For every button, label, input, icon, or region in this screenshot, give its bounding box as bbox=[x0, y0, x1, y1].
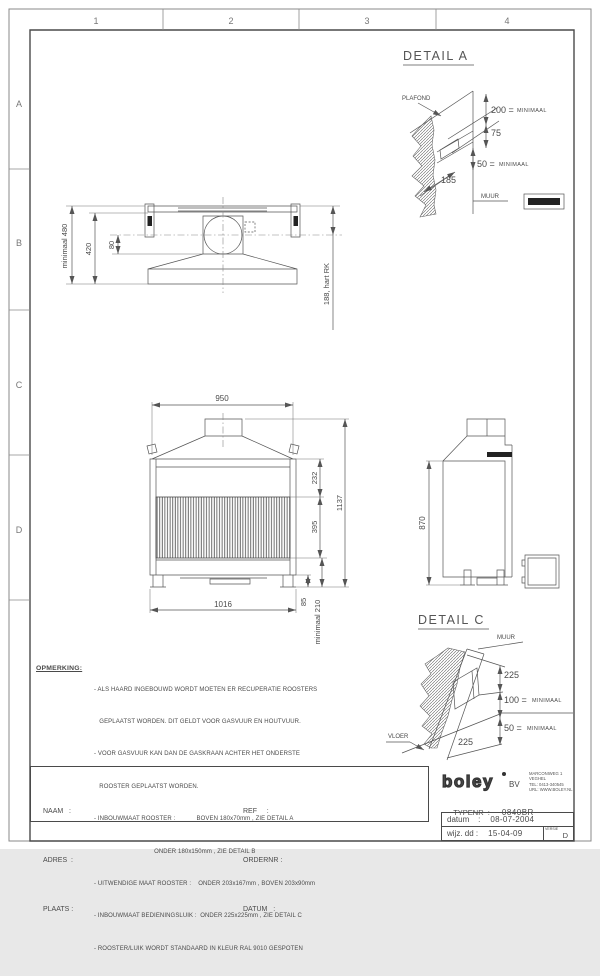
dim-100: 100 = bbox=[504, 695, 527, 705]
detail-c-title: DETAIL C bbox=[418, 613, 485, 627]
damper-bar bbox=[487, 452, 512, 457]
vloer-label: VLOER bbox=[388, 734, 409, 740]
dim-395: 395 bbox=[310, 520, 319, 534]
remark-line: - INBOUWMAAT ROOSTER : BOVEN 180x70mm , ZIE DETAIL A bbox=[94, 816, 294, 823]
grid-row-label: B bbox=[15, 238, 23, 248]
registered-mark-icon bbox=[502, 772, 506, 776]
titleblock-right-column bbox=[243, 772, 282, 950]
dim-200: 200 = bbox=[491, 105, 514, 115]
naam-label: NAAM : bbox=[43, 808, 72, 816]
dim-420: 420 bbox=[84, 242, 93, 256]
detail-c bbox=[386, 613, 573, 760]
versie-cell bbox=[543, 827, 573, 840]
address-line: MARCONIWEG 1 bbox=[529, 771, 563, 776]
versie-label: VERSIE bbox=[545, 827, 559, 831]
dim-50: 50 = bbox=[477, 159, 495, 169]
grid-row-label: C bbox=[15, 380, 23, 390]
side-view bbox=[418, 419, 559, 588]
grille-icon-slot bbox=[528, 198, 560, 205]
remark-line: - VOOR GASVUUR KAN DAN DE GASKRAAN ACHTER HET ONDERSTE bbox=[94, 751, 300, 758]
dim-80: 80 bbox=[107, 240, 116, 250]
address-line: URL: WWW.BOLEY.NL bbox=[529, 786, 573, 792]
grille-recess-a bbox=[437, 131, 473, 163]
versie-value: D bbox=[562, 831, 568, 840]
remark-line: - UITWENDIGE MAAT ROOSTER : ONDER 203x167mm , BOVEN 203x90mm bbox=[94, 880, 316, 887]
company-logo bbox=[441, 768, 527, 794]
typenr-value: 0840BR bbox=[501, 808, 534, 817]
dim-185: 185 bbox=[441, 175, 457, 185]
company-address bbox=[529, 771, 572, 792]
muur-label-c: MUUR bbox=[497, 635, 515, 641]
wijzig-label: wijz. dd : bbox=[447, 829, 479, 838]
front-view bbox=[147, 394, 349, 644]
grid-col-label: 3 bbox=[364, 16, 370, 26]
grille-icon bbox=[524, 194, 564, 209]
detail-a-title: DETAIL A bbox=[403, 49, 469, 63]
dim-225-top: 225 bbox=[504, 670, 520, 680]
side-outline bbox=[443, 419, 512, 585]
remark-line: GEPLAATST WORDEN. DIT GELDT VOOR GASVUUR EN HOUTVUUR. bbox=[94, 718, 301, 725]
hatch-door-square bbox=[522, 555, 559, 588]
wijzig-row bbox=[441, 826, 574, 841]
dim-75: 75 bbox=[491, 128, 502, 138]
dim-210: minimaal 210 bbox=[313, 599, 322, 645]
dim-1016: 1016 bbox=[214, 600, 232, 609]
dim-depth: minimaal 480 bbox=[60, 223, 69, 269]
logo-bv-suffix: BV bbox=[509, 780, 520, 789]
titleblock-company bbox=[441, 768, 574, 817]
remark-line: - INBOUWMAAT BEDIENINGSLUIK : ONDER 225x225mm , ZIE DETAIL C bbox=[94, 913, 302, 920]
typenr-label: TYPENR : bbox=[453, 808, 490, 817]
datum-label: datum : bbox=[447, 815, 481, 824]
glass-grille bbox=[156, 497, 290, 558]
detail-a bbox=[402, 49, 564, 217]
plafond-leader bbox=[418, 103, 441, 116]
remark-line: ONDER 180x150mm , ZIE DETAIL B bbox=[94, 848, 256, 855]
grid-col-label: 1 bbox=[93, 16, 99, 26]
wall-section-a bbox=[412, 116, 436, 217]
vent-icon bbox=[245, 222, 255, 232]
dim-870: 870 bbox=[418, 516, 427, 530]
datum-value: 08-07-2004 bbox=[490, 815, 535, 824]
dim-232: 232 bbox=[310, 471, 319, 485]
ref-label: REF : bbox=[243, 808, 269, 816]
ordernr-label: ORDERNR : bbox=[243, 857, 283, 865]
dim-200-suffix: MINIMAAL bbox=[517, 108, 547, 114]
grid-row-label: D bbox=[15, 525, 23, 535]
dim-100-suffix: MINIMAAL bbox=[532, 698, 562, 704]
dim-1137: 1137 bbox=[335, 494, 344, 512]
adres-label: ADRES : bbox=[43, 857, 73, 865]
dim-50c-suffix: MINIMAAL bbox=[527, 726, 557, 732]
grid-col-label: 4 bbox=[504, 16, 510, 26]
datum-label: DATUM : bbox=[243, 905, 276, 913]
muur-leader-c bbox=[478, 642, 523, 649]
top-view bbox=[60, 197, 342, 330]
dim-85: 85 bbox=[299, 597, 308, 607]
dim-950: 950 bbox=[215, 394, 229, 403]
address-line: VEGHEL bbox=[529, 776, 546, 782]
logo-wordmark: boley bbox=[442, 772, 494, 791]
dim-flue-center: 188, hart RK bbox=[322, 262, 331, 306]
plafond-label: PLAFOND bbox=[402, 96, 431, 102]
datum-row bbox=[441, 812, 574, 827]
wijzig-value: 15-04-09 bbox=[488, 829, 523, 838]
dim-50-suffix: MINIMAAL bbox=[499, 162, 529, 168]
wall-section-c bbox=[420, 648, 465, 748]
remark-line: ROOSTER GEPLAATST WORDEN. bbox=[94, 783, 199, 790]
dim-225-bottom: 225 bbox=[458, 737, 474, 747]
plaats-label: PLAATS : bbox=[43, 905, 74, 913]
dim-50c: 50 = bbox=[504, 723, 522, 733]
grid-col-label: 2 bbox=[228, 16, 234, 26]
muur-label-a: MUUR bbox=[481, 194, 499, 200]
remarks-title: OPMERKING: bbox=[36, 665, 83, 672]
remark-line: - ALS HAARD INGEBOUWD WORDT MOETEN ER RECUPERATIE ROOSTERS bbox=[94, 686, 318, 693]
address-line: TEL: 0413-340545 bbox=[529, 781, 564, 787]
grid-row-label: A bbox=[15, 99, 23, 109]
remark-line: - ROOSTER/LUIK WORDT STANDAARD IN KLEUR RAL 9010 GESPOTEN bbox=[94, 945, 303, 952]
titleblock-left-column bbox=[43, 772, 73, 950]
